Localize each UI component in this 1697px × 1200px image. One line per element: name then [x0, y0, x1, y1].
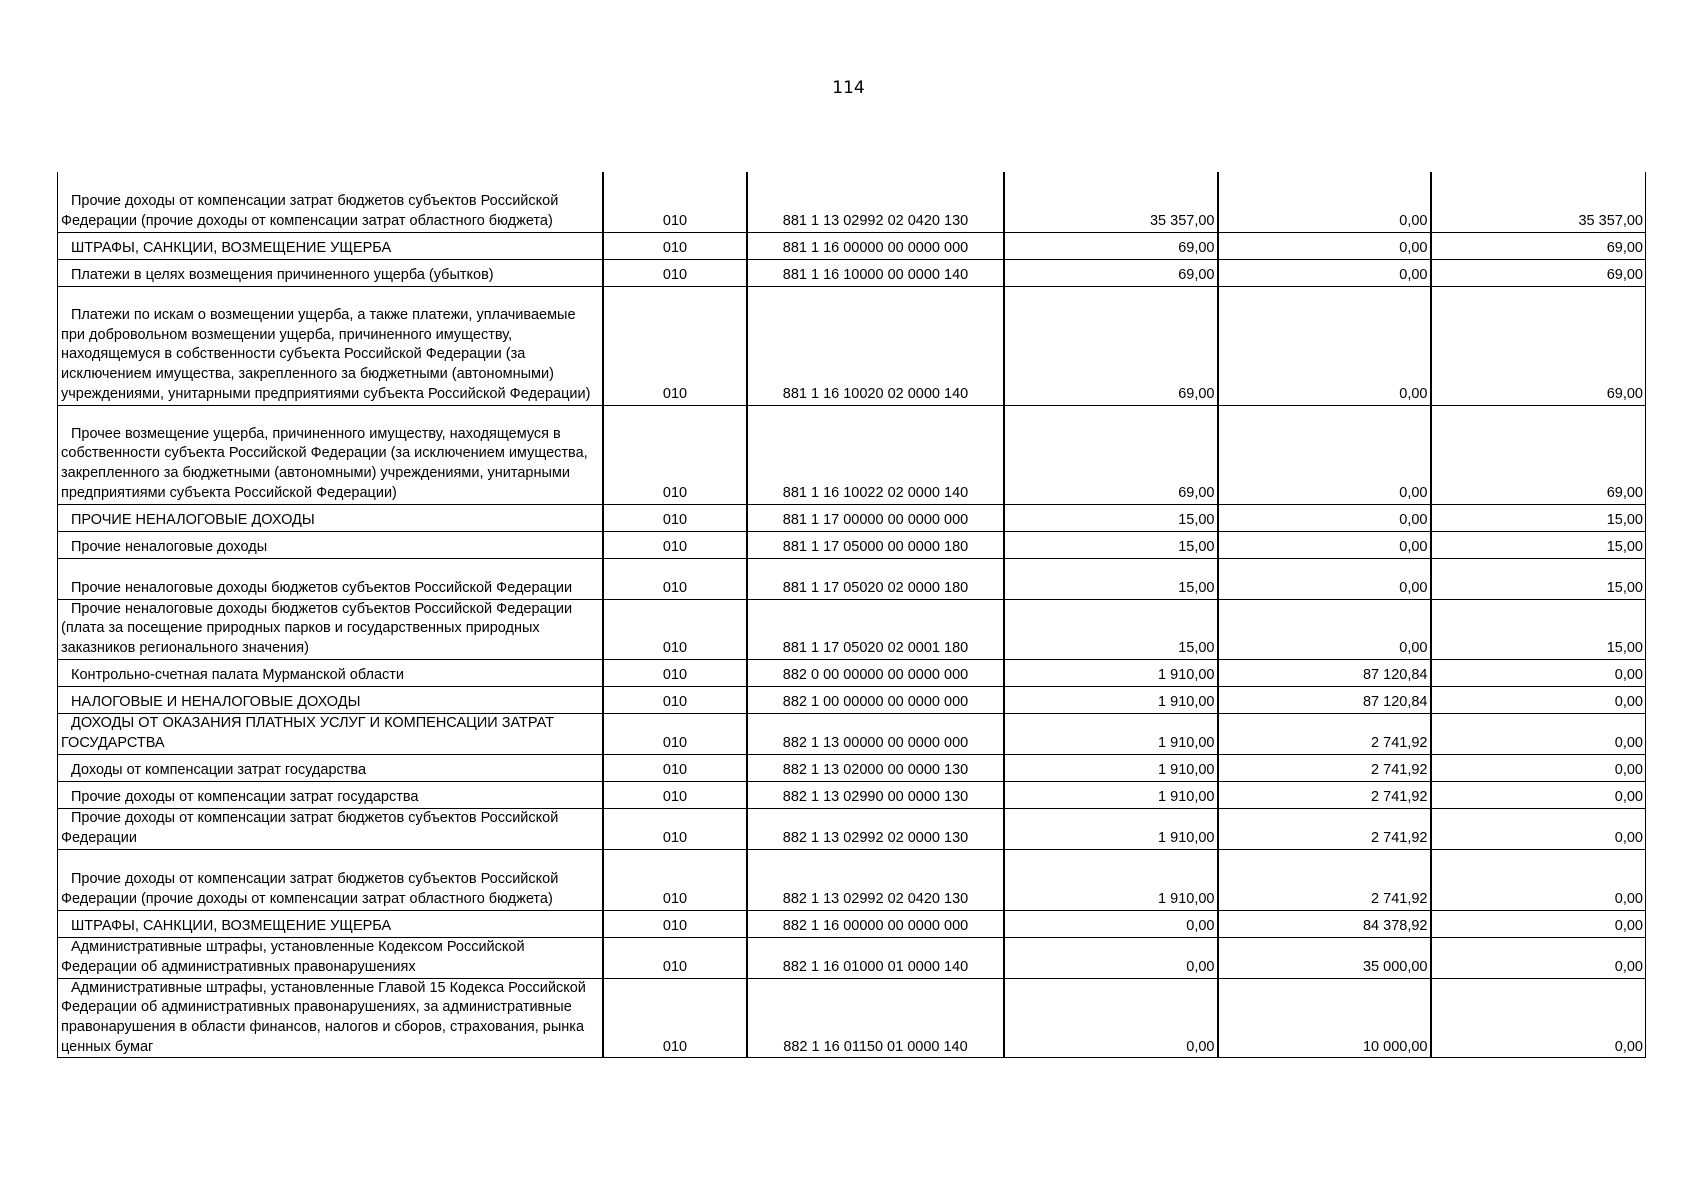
row-line-code: 010	[603, 781, 747, 808]
row-line-code: 010	[603, 558, 747, 599]
row-value-3: 15,00	[1431, 558, 1646, 599]
row-name-text: Прочие неналоговые доходы бюджетов субъектов Российской Федерации	[71, 579, 573, 596]
row-classification-code: 881 1 17 05020 02 0001 180	[747, 599, 1004, 659]
row-name	[58, 232, 603, 259]
row-value-1: 69,00	[1004, 259, 1218, 286]
row-name	[58, 405, 603, 504]
row-value-2: 0,00	[1218, 558, 1431, 599]
row-classification-code: 881 1 17 05000 00 0000 180	[747, 531, 1004, 558]
table-row	[58, 286, 1646, 405]
table-row	[58, 754, 1646, 781]
row-line-code: 010	[603, 259, 747, 286]
row-name-text: ШТРАФЫ, САНКЦИИ, ВОЗМЕЩЕНИЕ УЩЕРБА	[71, 239, 392, 256]
row-name-text: ДОХОДЫ ОТ ОКАЗАНИЯ ПЛАТНЫХ УСЛУГ И КОМПЕНСАЦИИ ЗАТРАТ ГОСУДАРСТВА	[61, 715, 554, 751]
table-row	[58, 659, 1646, 686]
row-value-2: 0,00	[1218, 531, 1431, 558]
row-value-1: 1 910,00	[1004, 686, 1218, 713]
row-value-2: 2 741,92	[1218, 754, 1431, 781]
row-classification-code: 882 1 13 02992 02 0000 130	[747, 808, 1004, 849]
row-value-3: 0,00	[1431, 754, 1646, 781]
table-row	[58, 937, 1646, 978]
table-row	[58, 910, 1646, 937]
row-name	[58, 910, 603, 937]
income-table	[57, 172, 1646, 1058]
table-row	[58, 172, 1646, 232]
row-value-3: 0,00	[1431, 713, 1646, 754]
row-value-3: 69,00	[1431, 286, 1646, 405]
row-line-code: 010	[603, 713, 747, 754]
table-row	[58, 259, 1646, 286]
row-value-1: 1 910,00	[1004, 659, 1218, 686]
row-value-1: 1 910,00	[1004, 781, 1218, 808]
row-value-2: 35 000,00	[1218, 937, 1431, 978]
row-line-code: 010	[603, 849, 747, 910]
row-line-code: 010	[603, 754, 747, 781]
row-value-2: 2 741,92	[1218, 781, 1431, 808]
row-classification-code: 881 1 16 10022 02 0000 140	[747, 405, 1004, 504]
row-value-2: 0,00	[1218, 232, 1431, 259]
row-value-3: 0,00	[1431, 937, 1646, 978]
row-value-2: 87 120,84	[1218, 686, 1431, 713]
row-name-text: Прочие неналоговые доходы бюджетов субъектов Российской Федерации (плата за посещение природных парков и государственных природных заказников регионального значения)	[61, 600, 573, 656]
row-value-3: 0,00	[1431, 849, 1646, 910]
row-value-2: 2 741,92	[1218, 808, 1431, 849]
row-name	[58, 599, 603, 659]
row-line-code: 010	[603, 910, 747, 937]
row-value-1: 15,00	[1004, 558, 1218, 599]
row-value-1: 1 910,00	[1004, 849, 1218, 910]
table-row	[58, 781, 1646, 808]
row-name	[58, 172, 603, 232]
row-line-code: 010	[603, 232, 747, 259]
row-value-1: 0,00	[1004, 937, 1218, 978]
row-line-code: 010	[603, 504, 747, 531]
row-line-code: 010	[603, 937, 747, 978]
row-value-1: 15,00	[1004, 531, 1218, 558]
row-classification-code: 882 1 00 00000 00 0000 000	[747, 686, 1004, 713]
row-value-3: 69,00	[1431, 259, 1646, 286]
row-classification-code: 882 1 16 01000 01 0000 140	[747, 937, 1004, 978]
row-name-text: Платежи по искам о возмещении ущерба, а также платежи, уплачиваемые при добровольном возмещении ущерба, причиненного имуществу, находящемуся в собственности субъекта Российской Федерации (за исключением имущества, закрепленного за бюджетными (автономными) учреждениями, унитарными предприятиями субъекта Российской Федерации)	[61, 306, 591, 402]
row-line-code: 010	[603, 978, 747, 1058]
row-value-3: 35 357,00	[1431, 172, 1646, 232]
row-value-1: 35 357,00	[1004, 172, 1218, 232]
row-line-code: 010	[603, 659, 747, 686]
row-name	[58, 808, 603, 849]
row-value-1: 15,00	[1004, 599, 1218, 659]
row-value-1: 15,00	[1004, 504, 1218, 531]
row-name-text: Прочие доходы от компенсации затрат бюджетов субъектов Российской Федерации	[61, 810, 559, 846]
row-classification-code: 881 1 13 02992 02 0420 130	[747, 172, 1004, 232]
row-name	[58, 558, 603, 599]
row-value-2: 0,00	[1218, 504, 1431, 531]
row-value-2: 0,00	[1218, 259, 1431, 286]
row-name	[58, 504, 603, 531]
row-value-2: 0,00	[1218, 405, 1431, 504]
row-name	[58, 937, 603, 978]
row-value-2: 2 741,92	[1218, 849, 1431, 910]
table-row	[58, 808, 1646, 849]
row-name-text: Платежи в целях возмещения причиненного ущерба (убытков)	[71, 266, 494, 283]
row-classification-code: 882 1 16 00000 00 0000 000	[747, 910, 1004, 937]
row-value-3: 0,00	[1431, 910, 1646, 937]
row-value-2: 0,00	[1218, 286, 1431, 405]
row-value-3: 69,00	[1431, 405, 1646, 504]
row-name-text: Административные штрафы, установленные Главой 15 Кодекса Российской Федерации об административных правонарушениях, за административные правонарушения в области финансов, налогов и сборов, страхования, рынка ценных бумаг	[61, 979, 586, 1055]
row-classification-code: 881 1 16 00000 00 0000 000	[747, 232, 1004, 259]
row-name	[58, 531, 603, 558]
row-name	[58, 259, 603, 286]
row-value-3: 0,00	[1431, 781, 1646, 808]
row-line-code: 010	[603, 286, 747, 405]
row-name	[58, 286, 603, 405]
row-name-text: Прочее возмещение ущерба, причиненного имуществу, находящемуся в собственности субъекта Российской Федерации (за исключением имущества, закрепленного за бюджетными (автономными) учреждениями, унитарными предприятиями субъекта Российской Федерации)	[61, 425, 588, 501]
row-value-2: 0,00	[1218, 599, 1431, 659]
table-row	[58, 531, 1646, 558]
row-value-3: 15,00	[1431, 599, 1646, 659]
row-name-text: Прочие неналоговые доходы	[71, 538, 268, 555]
row-name-text: Прочие доходы от компенсации затрат бюджетов субъектов Российской Федерации (прочие доходы от компенсации затрат областного бюджета)	[61, 193, 559, 229]
row-classification-code: 882 1 13 02990 00 0000 130	[747, 781, 1004, 808]
row-value-1: 1 910,00	[1004, 754, 1218, 781]
table-row	[58, 232, 1646, 259]
row-value-2: 87 120,84	[1218, 659, 1431, 686]
row-classification-code: 882 1 13 00000 00 0000 000	[747, 713, 1004, 754]
row-name	[58, 781, 603, 808]
table-row	[58, 504, 1646, 531]
row-classification-code: 882 1 13 02992 02 0420 130	[747, 849, 1004, 910]
row-classification-code: 882 1 16 01150 01 0000 140	[747, 978, 1004, 1058]
table-row	[58, 978, 1646, 1058]
row-classification-code: 881 1 16 10000 00 0000 140	[747, 259, 1004, 286]
row-value-2: 84 378,92	[1218, 910, 1431, 937]
table-row	[58, 599, 1646, 659]
row-value-3: 69,00	[1431, 232, 1646, 259]
table-row	[58, 405, 1646, 504]
row-classification-code: 881 1 17 00000 00 0000 000	[747, 504, 1004, 531]
row-value-1: 69,00	[1004, 286, 1218, 405]
row-value-3: 15,00	[1431, 504, 1646, 531]
row-value-2: 0,00	[1218, 172, 1431, 232]
row-name	[58, 849, 603, 910]
row-value-1: 0,00	[1004, 978, 1218, 1058]
row-value-1: 69,00	[1004, 232, 1218, 259]
row-line-code: 010	[603, 599, 747, 659]
row-value-3: 0,00	[1431, 659, 1646, 686]
row-name-text: Прочие доходы от компенсации затрат государства	[71, 788, 419, 805]
table-row	[58, 713, 1646, 754]
row-line-code: 010	[603, 405, 747, 504]
page-number: 114	[832, 78, 865, 98]
table-row	[58, 686, 1646, 713]
row-value-3: 0,00	[1431, 808, 1646, 849]
row-value-1: 1 910,00	[1004, 713, 1218, 754]
row-line-code: 010	[603, 172, 747, 232]
row-classification-code: 882 0 00 00000 00 0000 000	[747, 659, 1004, 686]
row-name-text: Административные штрафы, установленные Кодексом Российской Федерации об административных правонарушениях	[61, 939, 525, 975]
row-line-code: 010	[603, 531, 747, 558]
row-line-code: 010	[603, 686, 747, 713]
row-classification-code: 881 1 17 05020 02 0000 180	[747, 558, 1004, 599]
row-name-text: Контрольно-счетная палата Мурманской области	[71, 666, 405, 683]
row-name	[58, 713, 603, 754]
row-name	[58, 659, 603, 686]
row-name-text: ПРОЧИЕ НЕНАЛОГОВЫЕ ДОХОДЫ	[71, 511, 315, 528]
row-name-text: Прочие доходы от компенсации затрат бюджетов субъектов Российской Федерации (прочие доходы от компенсации затрат областного бюджета)	[61, 871, 559, 907]
row-line-code: 010	[603, 808, 747, 849]
row-value-3: 15,00	[1431, 531, 1646, 558]
row-classification-code: 882 1 13 02000 00 0000 130	[747, 754, 1004, 781]
row-classification-code: 881 1 16 10020 02 0000 140	[747, 286, 1004, 405]
row-name	[58, 754, 603, 781]
row-value-1: 69,00	[1004, 405, 1218, 504]
row-name-text: Доходы от компенсации затрат государства	[71, 761, 367, 778]
row-value-1: 1 910,00	[1004, 808, 1218, 849]
table-row	[58, 849, 1646, 910]
row-value-3: 0,00	[1431, 978, 1646, 1058]
row-name	[58, 686, 603, 713]
row-value-2: 10 000,00	[1218, 978, 1431, 1058]
row-name	[58, 978, 603, 1058]
row-value-1: 0,00	[1004, 910, 1218, 937]
row-name-text: НАЛОГОВЫЕ И НЕНАЛОГОВЫЕ ДОХОДЫ	[71, 693, 361, 710]
row-value-2: 2 741,92	[1218, 713, 1431, 754]
table-row	[58, 558, 1646, 599]
row-value-3: 0,00	[1431, 686, 1646, 713]
row-name-text: ШТРАФЫ, САНКЦИИ, ВОЗМЕЩЕНИЕ УЩЕРБА	[71, 917, 392, 934]
